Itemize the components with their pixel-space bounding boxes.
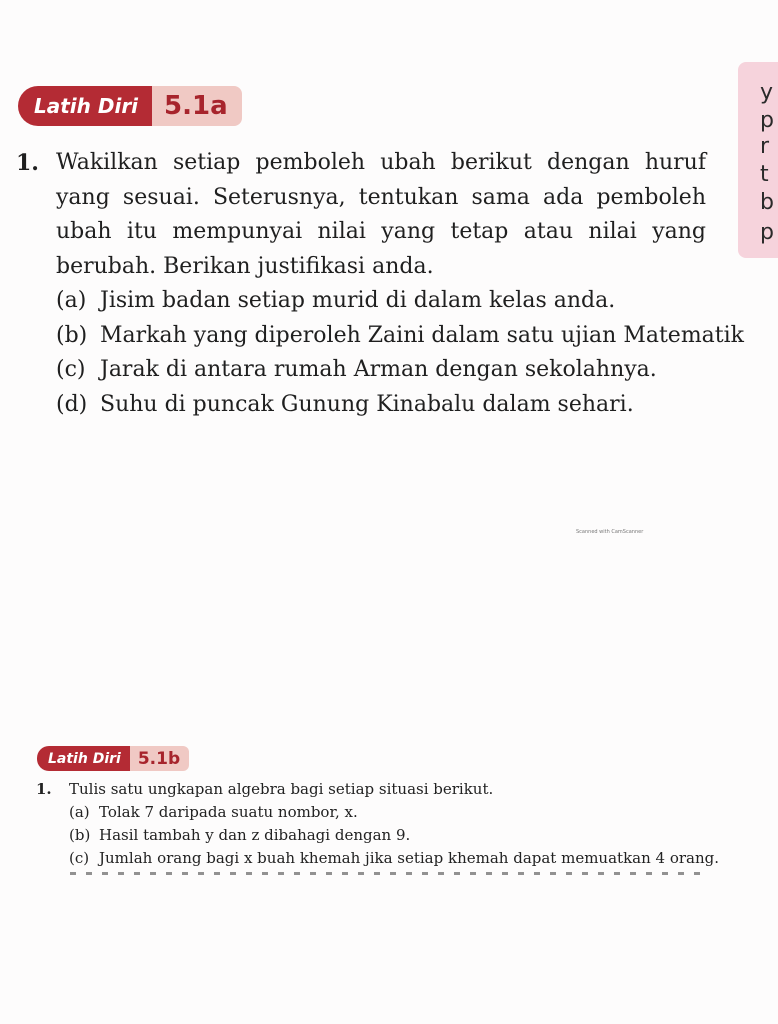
sub-question — [69, 847, 756, 870]
side-note-glyph: p — [760, 108, 774, 133]
sub-question-text: Suhu di puncak Gunung Kinabalu dalam sehari. — [100, 391, 634, 417]
sub-question — [56, 284, 706, 319]
sub-question-label: (c) — [69, 849, 90, 867]
cropped-text-line — [70, 872, 710, 875]
sub-question-text: Jisim badan setiap murid di dalam kelas anda. — [100, 288, 616, 313]
side-note-glyph: b — [760, 190, 774, 215]
sub-question-label: (b) — [69, 826, 91, 844]
question-text: Tulis satu ungkapan algebra bagi setiap situasi berikut. — [69, 780, 494, 798]
question-block-5-1b — [36, 778, 756, 870]
scanner-watermark: Scanned with CamScanner — [576, 529, 644, 535]
sub-question-text: Jarak di antara rumah Arman dengan sekolahnya. — [100, 357, 657, 382]
badge-title: Latih Diri — [18, 86, 152, 126]
side-note-glyph: y — [760, 80, 774, 105]
sub-question-label: (a) — [69, 803, 90, 821]
side-note-strip — [738, 62, 778, 258]
sub-question — [56, 353, 706, 388]
question-block-5-1a — [16, 146, 745, 422]
sub-question-text: Markah yang diperoleh Zaini dalam satu ujian Matematik — [100, 322, 745, 348]
sub-question-label: (d) — [56, 391, 88, 417]
sub-question — [56, 388, 706, 423]
sub-question-label: (c) — [56, 357, 86, 382]
sub-question — [56, 319, 745, 354]
section-badge-5-1a — [18, 86, 242, 126]
side-note-glyph: r — [760, 134, 770, 159]
side-note-glyph: t — [760, 162, 769, 187]
sub-question — [69, 801, 756, 824]
sub-question — [69, 824, 756, 847]
sub-question-label: (b) — [56, 322, 88, 348]
badge-number: 5.1a — [152, 86, 242, 126]
question-text: Wakilkan setiap pemboleh ubah berikut dengan huruf yang sesuai. Seterusnya, tentukan sama ada pemboleh ubah itu mempunyai nilai yang tetap atau nilai yang berubah. Berikan justifikasi anda. — [56, 150, 706, 279]
side-note-glyph: p — [760, 220, 774, 245]
sub-question-text: Jumlah orang bagi x buah khemah jika setiap khemah dapat memuatkan 4 orang. — [99, 849, 720, 867]
sub-question-text: Hasil tambah y dan z dibahagi dengan 9. — [99, 826, 411, 844]
badge-title: Latih Diri — [37, 746, 130, 771]
sub-question-label: (a) — [56, 288, 87, 313]
question-number: 1. — [16, 150, 39, 176]
sub-question-text: Tolak 7 daripada suatu nombor, x. — [99, 803, 358, 821]
badge-number: 5.1b — [130, 746, 189, 771]
section-badge-5-1b — [37, 746, 189, 771]
question-number: 1. — [36, 780, 52, 798]
